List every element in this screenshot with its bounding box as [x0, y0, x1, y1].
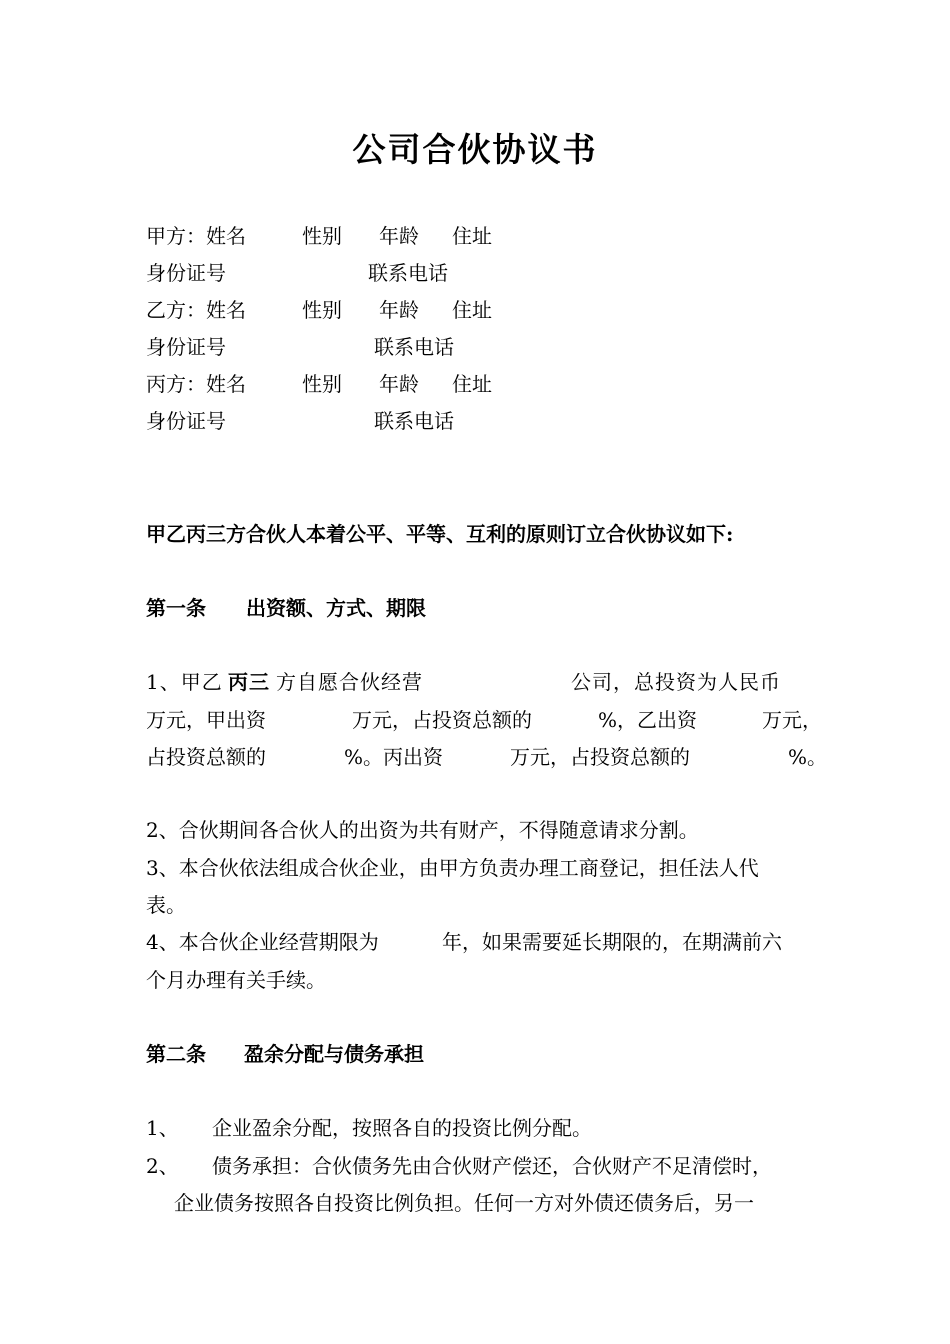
party-c-id-label: 身份证号 — [146, 409, 226, 433]
party-b-address-label: 住址 — [452, 298, 492, 322]
document-title: 公司合伙协议书 — [352, 130, 598, 169]
party-a-gender-label: 性别 — [302, 224, 342, 248]
party-b-phone-label: 联系电话 — [374, 335, 454, 359]
party-c-age-label: 年龄 — [379, 372, 419, 396]
article-1-item-2: 2、合伙期间各合伙人的出资为共有财产，不得随意请求分割。 — [146, 818, 699, 842]
party-b-id-label: 身份证号 — [146, 335, 226, 359]
article-1-item-3-line1: 3、本合伙依法组成合伙企业，由甲方负责办理工商登记，担任法人代 — [146, 856, 759, 880]
item-1-business: 方自愿合伙经营 — [276, 670, 423, 694]
party-c-name-label: 丙方：姓名 — [146, 372, 246, 396]
item-1-prefix: 1、甲乙 — [146, 670, 223, 694]
party-a-phone-label: 联系电话 — [368, 261, 448, 285]
article-1-item-4-line2: 个月办理有关手续。 — [146, 968, 326, 992]
party-a-age-label: 年龄 — [379, 224, 419, 248]
article-1-item-3-line2: 表。 — [146, 893, 186, 917]
party-b-age-label: 年龄 — [379, 298, 419, 322]
party-b-name-label: 乙方：姓名 — [146, 298, 246, 322]
item-1-l2-b: 万元，占投资总额的 — [352, 708, 532, 732]
article-2-number: 第二条 — [146, 1042, 206, 1066]
item-4-rest: 年，如果需要延长期限的，在期满前六 — [442, 930, 782, 954]
party-c-phone-label: 联系电话 — [374, 409, 454, 433]
article-2-item-1-text: 企业盈余分配，按照各自的投资比例分配。 — [212, 1116, 592, 1140]
party-a-id-label: 身份证号 — [146, 261, 226, 285]
item-1-l3-c: 万元，占投资总额的 — [510, 745, 690, 769]
party-c-address-label: 住址 — [452, 372, 492, 396]
item-1-emphasis: 丙三 — [228, 670, 270, 694]
article-2-item-2-number: 2、 — [146, 1154, 179, 1178]
party-b-gender-label: 性别 — [302, 298, 342, 322]
item-1-l2-c: %，乙出资 — [598, 708, 698, 732]
item-1-l3-b: %。丙出资 — [344, 745, 444, 769]
article-2-item-2-text: 债务承担：合伙债务先由合伙财产偿还，合伙财产不足清偿时， — [212, 1154, 772, 1178]
intro-paragraph: 甲乙丙三方合伙人本着公平、平等、互利的原则订立合伙协议如下: — [146, 522, 734, 546]
party-c-gender-label: 性别 — [302, 372, 342, 396]
item-1-l2-a: 万元，甲出资 — [146, 708, 266, 732]
article-1-number: 第一条 — [146, 596, 206, 620]
party-a-address-label: 住址 — [452, 224, 492, 248]
article-2-item-2-line2: 企业债务按照各自投资比例负担。任何一方对外债还债务后，另一 — [174, 1191, 754, 1215]
article-1-title: 出资额、方式、期限 — [246, 596, 426, 620]
item-1-l2-d: 万元， — [762, 708, 822, 732]
party-a-name-label: 甲方：姓名 — [146, 224, 246, 248]
article-2-item-1-number: 1、 — [146, 1116, 179, 1140]
article-2-title: 盈余分配与债务承担 — [244, 1042, 424, 1066]
item-1-l3-d: %。 — [788, 745, 828, 769]
item-1-l3-a: 占投资总额的 — [146, 745, 266, 769]
item-4-prefix: 4、本合伙企业经营期限为 — [146, 930, 379, 954]
item-1-company: 公司，总投资为人民币 — [571, 670, 781, 694]
